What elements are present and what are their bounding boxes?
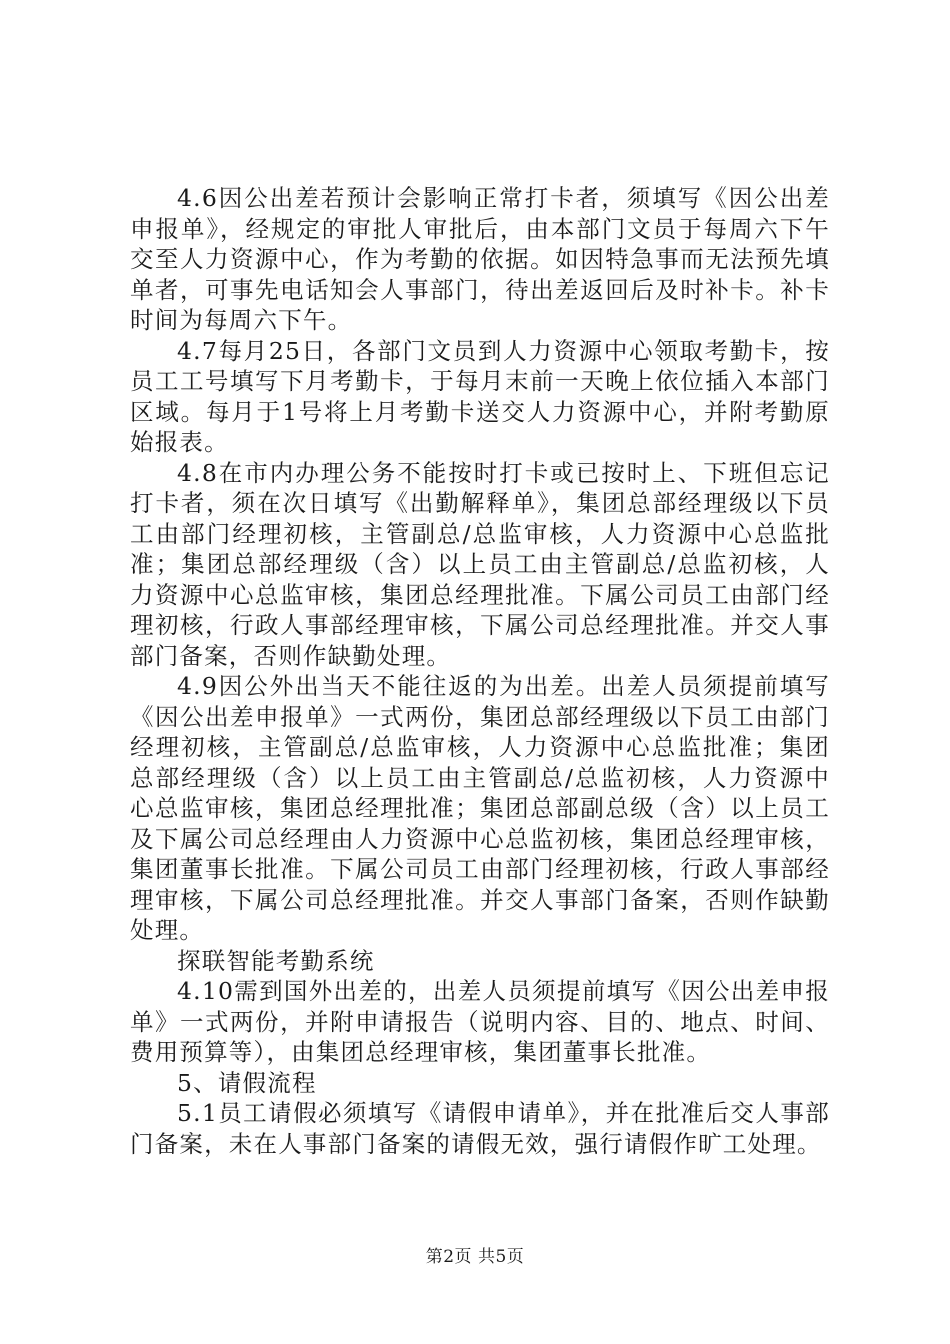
section-heading-leave-process: 5、请假流程 [177,1068,317,1097]
paragraph-4-10: 4.10需到国外出差的，出差人员须提前填写《因公出差申报单》一式两份，并附申请报告（说明内容、目的、地点、时间、费用预算等），由集团总经理审核，集团董事长批准。 [130,977,830,1066]
paragraph-4-9: 4.9因公外出当天不能往返的为出差。出差人员须提前填写《因公出差申报单》一式两份，集团总部经理级以下员工由部门经理初核，主管副总/总监审核，人力资源中心总监批准；集团总部经理级（含）以上员工由主管副总/总监初核，人力资源中心总监审核，集团总经理批准；集团总部副总级（含）以上员工及下属公司总经理由人力资源中心总监初核，集团总经理审核，集团董事长批准。下属公司员工由部门经理初核，行政人事部经理审核，下属公司总经理批准。并交人事部门备案，否则作缺勤处理。 [130,672,830,944]
document-body [130,183,830,1159]
paragraph-5-1: 5.1员工请假必须填写《请假申请单》，并在批准后交人事部门备案，未在人事部门备案的请假无效，强行请假作旷工处理。 [130,1099,830,1158]
paragraph-4-8: 4.8在市内办理公务不能按时打卡或已按时上、下班但忘记打卡者，须在次日填写《出勤解释单》，集团总部经理级以下员工由部门经理初核，主管副总/总监审核，人力资源中心总监批准；集团总部经理级（含）以上员工由主管副总/总监初核，人力资源中心总监审核，集团总经理批准。下属公司员工由部门经理初核，行政人事部经理审核，下属公司总经理批准。并交人事部门备案，否则作缺勤处理。 [130,458,830,670]
paragraph-4-7: 4.7每月25日，各部门文员到人力资源中心领取考勤卡，按员工工号填写下月考勤卡，于每月末前一天晚上依位插入本部门区域。每月于1号将上月考勤卡送交人力资源中心，并附考勤原始报表。 [130,336,830,456]
paragraph-4-6: 4.6因公出差若预计会影响正常打卡者，须填写《因公出差申报单》，经规定的审批人审批后，由本部门文员于每周六下午交至人力资源中心，作为考勤的依据。如因特急事而无法预先填单者，可事先电话知会人事部门，待出差返回后及时补卡。补卡时间为每周六下午。 [130,184,830,334]
inline-heading-attendance-system: 探联智能考勤系统 [177,946,375,975]
page-number-footer: 第2页 共5页 [425,1247,525,1267]
